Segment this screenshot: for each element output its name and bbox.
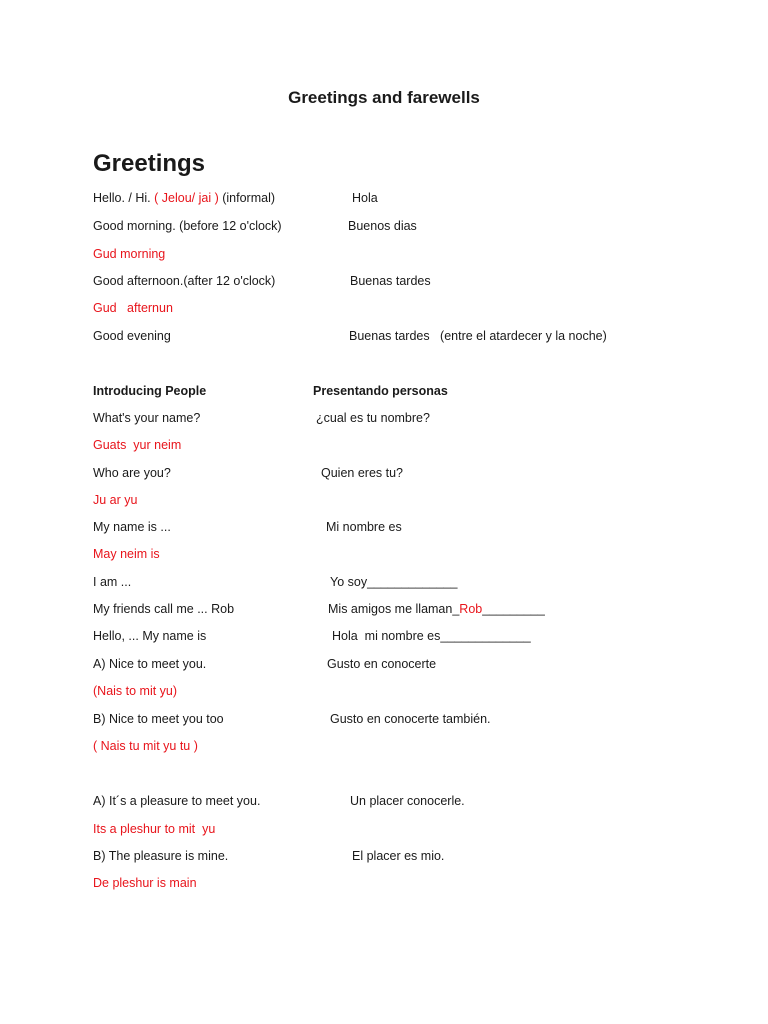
intro-nice-b-pronunciation: ( Nais tu mit yu tu ) — [93, 739, 198, 753]
intro-pleasure-b-en: B) The pleasure is mine. — [93, 849, 229, 863]
greeting-hello-en: Hello. / Hi. ( Jelou/ jai ) (informal) — [93, 191, 276, 205]
intro-name-question-es: ¿cual es tu nombre? — [316, 411, 430, 425]
intro-name-question-en: What's your name? — [93, 411, 201, 425]
greeting-evening-es: Buenas tardes (entre el atardecer y la noche) — [349, 329, 607, 343]
greeting-morning-pronunciation: Gud morning — [93, 247, 166, 261]
intro-who-pronunciation: Ju ar yu — [93, 493, 138, 507]
greeting-evening-en: Good evening — [93, 329, 171, 343]
greeting-hello-pronunciation: ( Jelou/ jai ) — [154, 191, 219, 205]
intro-pleasure-b-pronunciation: De pleshur is main — [93, 876, 197, 890]
intro-who-en: Who are you? — [93, 466, 171, 480]
greeting-afternoon-en: Good afternoon.(after 12 o'clock) — [93, 274, 276, 288]
intro-name-question-pronunciation: Guats yur neim — [93, 438, 182, 452]
intro-pleasure-a-es: Un placer conocerle. — [350, 794, 465, 808]
intro-nice-a-pronunciation: (Nais to mit yu) — [93, 684, 178, 698]
intro-nice-b-en: B) Nice to meet you too — [93, 712, 224, 726]
intro-pleasure-a-en: A) It´s a pleasure to meet you. — [93, 794, 261, 808]
intro-friends-es: Mis amigos me llaman_Rob_________ — [328, 602, 545, 616]
intro-iam-en: I am ... — [93, 575, 132, 589]
intro-nice-a-es: Gusto en conocerte — [327, 657, 437, 671]
intro-hello-name-en: Hello, ... My name is — [93, 629, 207, 643]
section-heading-greetings: Greetings — [93, 150, 206, 177]
intro-myname-es: Mi nombre es — [326, 520, 402, 534]
intro-heading-en: Introducing People — [93, 384, 207, 398]
intro-iam-es: Yo soy_____________ — [330, 575, 458, 589]
intro-pleasure-a-pronunciation: Its a pleshur to mit yu — [93, 822, 216, 836]
intro-heading-es: Presentando personas — [313, 384, 448, 398]
intro-pleasure-b-es: El placer es mio. — [352, 849, 445, 863]
intro-myname-en: My name is ... — [93, 520, 171, 534]
intro-friends-rob: Rob — [459, 602, 483, 616]
intro-nice-b-es: Gusto en conocerte también. — [330, 712, 491, 726]
intro-nice-a-en: A) Nice to meet you. — [93, 657, 207, 671]
intro-who-es: Quien eres tu? — [321, 466, 403, 480]
greeting-hello-es: Hola — [352, 191, 378, 205]
intro-friends-en: My friends call me ... Rob — [93, 602, 235, 616]
greeting-morning-es: Buenos dias — [348, 219, 417, 233]
greeting-afternoon-pronunciation: Gud afternun — [93, 301, 173, 315]
greeting-afternoon-es: Buenas tardes — [350, 274, 431, 288]
greeting-morning-en: Good morning. (before 12 o'clock) — [93, 219, 282, 233]
intro-myname-pronunciation: May neim is — [93, 547, 160, 561]
intro-hello-name-es: Hola mi nombre es_____________ — [332, 629, 531, 643]
document-title: Greetings and farewells — [288, 88, 480, 107]
